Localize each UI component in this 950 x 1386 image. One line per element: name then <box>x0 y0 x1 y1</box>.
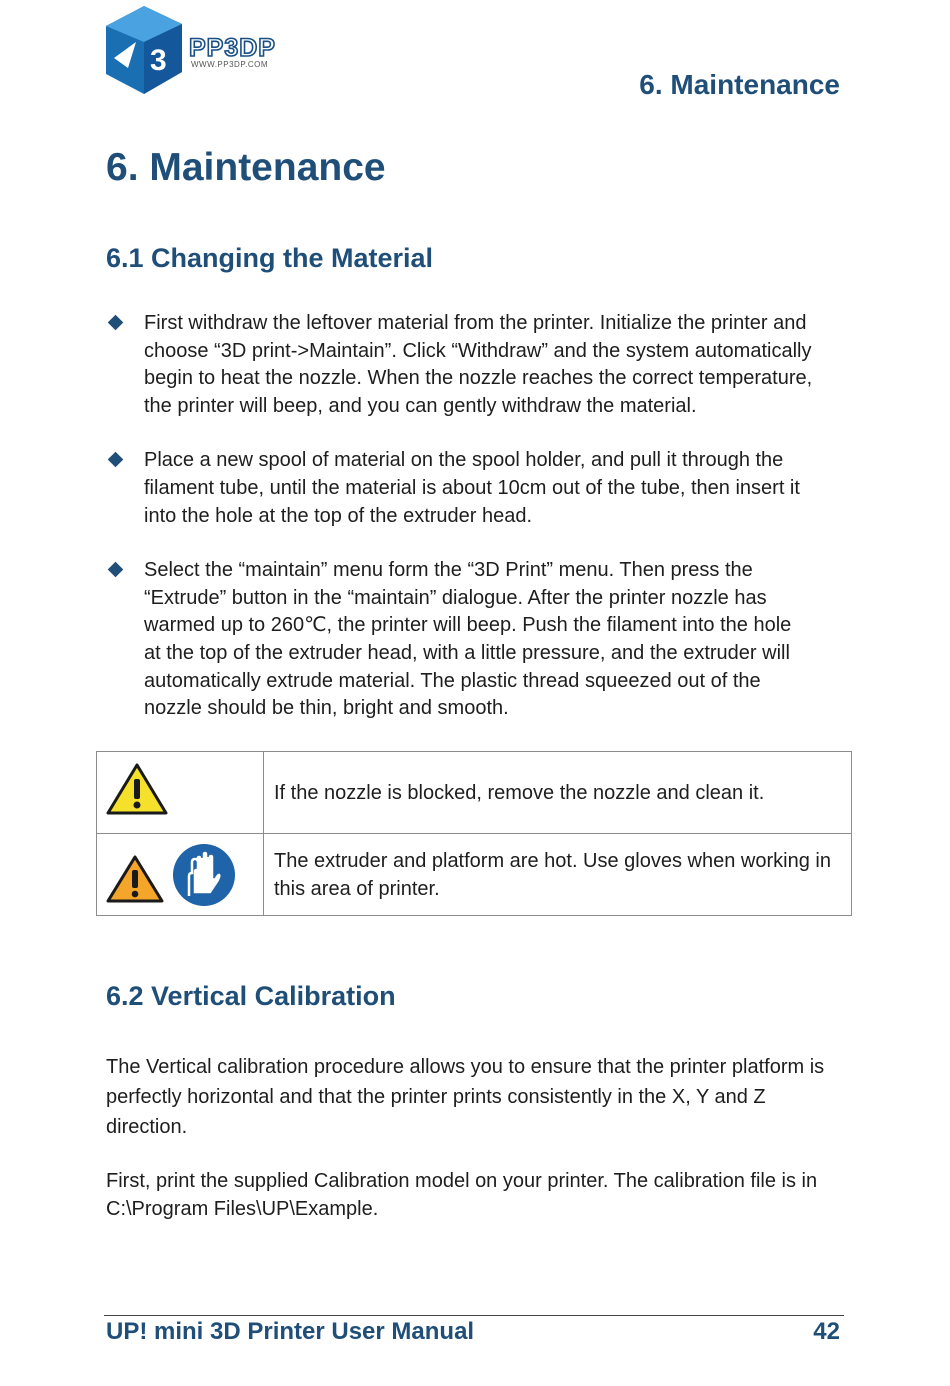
bullet-line: begin to heat the nozzle. When the nozzle reaches the correct temperature, <box>144 367 813 390</box>
bullet-line: Place a new spool of material on the spool holder, and pull it through the <box>144 449 784 472</box>
diamond-bullet-icon <box>108 315 124 331</box>
list-item <box>106 310 854 420</box>
svg-text:PP3DP: PP3DP <box>189 34 276 62</box>
footer-manual-title: UP! mini 3D Printer User Manual <box>106 1318 475 1345</box>
diamond-bullet-icon <box>108 562 124 578</box>
paragraph: First, print the supplied Calibration model on your printer. The calibration file is in C:\Program Files\UP\Example. <box>106 1170 818 1220</box>
bullet-line: automatically extrude material. The plastic thread squeezed out of the <box>144 669 761 692</box>
list-item <box>106 447 854 530</box>
bullet-line: at the top of the extruder head, with a little pressure, and the extruder will <box>144 641 790 664</box>
bullet-line: nozzle should be thin, bright and smooth. <box>144 697 509 720</box>
table-row <box>97 752 852 834</box>
section-heading-changing-material: 6.1 Changing the Material <box>106 243 434 273</box>
pp3dp-logo <box>106 6 306 96</box>
bullet-line: into the hole at the top of the extruder head. <box>144 504 533 527</box>
bullet-line: choose “3D print->Maintain”. Click “Withdraw” and the system automatically <box>144 339 812 362</box>
svg-text:WWW.PP3DP.COM: WWW.PP3DP.COM <box>191 60 269 69</box>
pp3dp-logo-icon <box>106 6 306 96</box>
bullet-line: First withdraw the leftover material from the printer. Initialize the printer and <box>144 312 807 334</box>
page-number: 42 <box>813 1318 840 1345</box>
warning-icon <box>105 762 169 816</box>
note-icon-cell <box>97 752 264 834</box>
note-icon-cell <box>97 834 264 916</box>
bullet-line: the printer will beep, and you can gently withdraw the material. <box>144 394 697 417</box>
list-item <box>106 557 854 723</box>
svg-text:3: 3 <box>150 44 167 77</box>
footer-divider <box>104 1315 844 1316</box>
notes-table <box>96 751 852 916</box>
table-row <box>97 834 852 916</box>
bullet-line: “Extrude” button in the “maintain” dialogue. After the printer nozzle has <box>144 586 767 609</box>
note-text: The extruder and platform are hot. Use gloves when working in this area of printer. <box>264 834 852 916</box>
page-title: 6. Maintenance <box>106 146 386 189</box>
bullet-list <box>106 310 854 750</box>
diamond-bullet-icon <box>108 452 124 468</box>
section-heading-vertical-calibration: 6.2 Vertical Calibration <box>106 981 396 1011</box>
warning-icon <box>105 847 165 903</box>
gloves-icon <box>171 842 237 908</box>
header-section-title: 6. Maintenance <box>639 69 840 100</box>
note-text: If the nozzle is blocked, remove the nozzle and clean it. <box>264 752 852 834</box>
bullet-line: filament tube, until the material is about 10cm out of the tube, then insert it <box>144 476 800 499</box>
paragraph: The Vertical calibration procedure allows you to ensure that the printer platform is perfectly horizontal and that the printer prints consistently in the X, Y and Z direction. <box>106 1056 825 1138</box>
bullet-line: warmed up to 260℃, the printer will beep. Push the filament into the hole <box>144 614 792 637</box>
bullet-line: Select the “maintain” menu form the “3D Print” menu. Then press the <box>144 559 753 582</box>
